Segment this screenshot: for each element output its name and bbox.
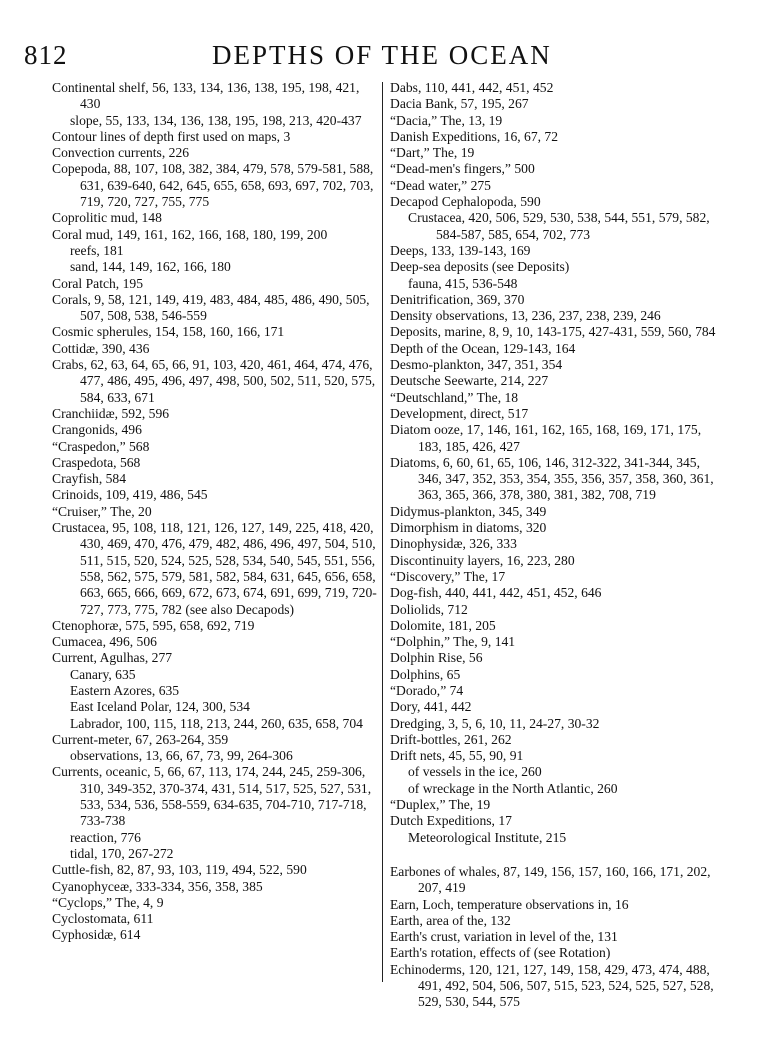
- index-entry: Crabs, 62, 63, 64, 65, 66, 91, 103, 420, 461, 464, 474, 476, 477, 486, 495, 496, 497, 498, 500, 502, 511, 520, 575, 584, 633, 671: [52, 357, 376, 405]
- index-entry: Coral Patch, 195: [52, 275, 143, 291]
- page-header: [0, 40, 776, 76]
- index-entry: Earth, area of the, 132: [390, 912, 511, 928]
- index-entry: Dinophysidæ, 326, 333: [390, 536, 517, 552]
- index-entry: Cyclostomata, 611: [52, 911, 154, 927]
- index-entry: “Dolphin,” The, 9, 141: [390, 634, 516, 650]
- index-entry: Cumacea, 496, 506: [52, 634, 157, 650]
- page-number: 812: [24, 40, 68, 70]
- index-entry: Desmo-plankton, 347, 351, 354: [390, 357, 563, 373]
- index-entry: “Dorado,” 74: [390, 682, 464, 698]
- index-entry: Ctenophoræ, 575, 595, 658, 692, 719: [52, 617, 255, 633]
- index-entry: Diatom ooze, 17, 146, 161, 162, 165, 168, 169, 171, 175, 183, 185, 426, 427: [390, 422, 702, 454]
- index-entry: Dutch Expeditions, 17: [390, 813, 512, 829]
- index-entry: Depth of the Ocean, 129-143, 164: [390, 340, 576, 356]
- index-entry: Craspedota, 568: [52, 454, 141, 470]
- index-entry: Dabs, 110, 441, 442, 451, 452: [390, 80, 554, 95]
- index-entry: Discontinuity layers, 16, 223, 280: [390, 552, 575, 568]
- index-column-left: [52, 80, 378, 944]
- index-entry: Deep-sea deposits (see Deposits): [390, 259, 570, 275]
- index-entry: Dog-fish, 440, 441, 442, 451, 452, 646: [390, 585, 602, 601]
- index-entry: Density observations, 13, 236, 237, 238, 239, 246: [390, 308, 661, 324]
- index-entry: Current-meter, 67, 263-264, 359: [52, 731, 229, 747]
- index-entry: Contour lines of depth first used on maps, 3: [52, 128, 291, 144]
- index-entry: Dimorphism in diatoms, 320: [390, 520, 547, 536]
- index-entry: Currents, oceanic, 5, 66, 67, 113, 174, 244, 245, 259-306, 310, 349-352, 370-374, 431, 514, 517, 525, 527, 531, 533, 534, 536, 558-559, 634-635, 704-710, 717-718, 733-738: [52, 764, 372, 829]
- index-subentry: of vessels in the ice, 260: [408, 764, 542, 780]
- index-entry: “Deutschland,” The, 18: [390, 389, 519, 405]
- index-entry: Denitrification, 369, 370: [390, 291, 525, 307]
- index-entry: Coprolitic mud, 148: [52, 210, 162, 226]
- index-entry: “Duplex,” The, 19: [390, 797, 491, 813]
- index-entry: Dolphin Rise, 56: [390, 650, 483, 666]
- page-title: DEPTHS OF THE OCEAN: [212, 40, 552, 70]
- index-entry: Drift-bottles, 261, 262: [390, 731, 512, 747]
- index-entry: “Cyclops,” The, 4, 9: [52, 894, 164, 910]
- index-subentry: slope, 55, 133, 134, 136, 138, 195, 198, 213, 420-437: [70, 112, 362, 128]
- index-entry: Crustacea, 95, 108, 118, 121, 126, 127, 149, 225, 418, 420, 430, 469, 470, 476, 479, 482, 486, 496, 497, 504, 510, 511, 515, 520, 524, 525, 528, 534, 540, 545, 551, 556, 558, 562, 575, 579, 581, 582, 584, 631, 645, 656, 658, 663, 665, 666, 669, 672, 673, 674, 691, 699, 719, 720-727, 773, 775, 782 (see also Decapods): [52, 520, 377, 617]
- index-entry: Crayfish, 584: [52, 471, 127, 487]
- index-entry: Echinoderms, 120, 121, 127, 149, 158, 429, 473, 474, 488, 491, 492, 504, 506, 507, 515, 523, 524, 525, 527, 528, 529, 530, 544, 575: [390, 961, 714, 1010]
- index-subentry: Canary, 635: [70, 666, 136, 682]
- index-entry: Current, Agulhas, 277: [52, 650, 173, 666]
- index-subentry: sand, 144, 149, 162, 166, 180: [70, 259, 231, 275]
- index-entry: Earth's crust, variation in level of the, 131: [390, 929, 618, 945]
- index-entry: Coral mud, 149, 161, 162, 166, 168, 180, 199, 200: [52, 226, 328, 242]
- index-subentry: reefs, 181: [70, 242, 124, 258]
- index-entry: Decapod Cephalopoda, 590: [390, 194, 541, 210]
- index-entry: Continental shelf, 56, 133, 134, 136, 138, 195, 198, 421, 430: [52, 80, 360, 112]
- index-entry: Convection currents, 226: [52, 145, 190, 161]
- letter-section-gap: [390, 846, 724, 864]
- index-entry: Drift nets, 45, 55, 90, 91: [390, 748, 524, 764]
- index-entry: Deutsche Seewarte, 214, 227: [390, 373, 549, 389]
- index-subentry: of wreckage in the North Atlantic, 260: [408, 780, 618, 796]
- index-entry: Dolphins, 65: [390, 666, 461, 682]
- index-entry: Crinoids, 109, 419, 486, 545: [52, 487, 208, 503]
- index-entry: Dacia Bank, 57, 195, 267: [390, 96, 529, 112]
- column-divider: [382, 82, 383, 982]
- index-entry: Didymus-plankton, 345, 349: [390, 503, 547, 519]
- index-entry: “Cruiser,” The, 20: [52, 503, 152, 519]
- index-entry: Dory, 441, 442: [390, 699, 472, 715]
- index-entry: “Discovery,” The, 17: [390, 568, 506, 584]
- index-subentry: observations, 13, 66, 67, 73, 99, 264-306: [70, 748, 293, 764]
- index-subentry: Eastern Azores, 635: [70, 682, 180, 698]
- index-entry: Deposits, marine, 8, 9, 10, 143-175, 427-431, 559, 560, 784: [390, 324, 716, 340]
- index-entry: “Dart,” The, 19: [390, 145, 475, 161]
- index-entry: Development, direct, 517: [390, 405, 529, 421]
- index-entry: “Dead-men's fingers,” 500: [390, 161, 535, 177]
- index-subentry: Crustacea, 420, 506, 529, 530, 538, 544, 551, 579, 582, 584-587, 585, 654, 702, 773: [408, 210, 710, 242]
- index-entry: Earth's rotation, effects of (see Rotation): [390, 945, 611, 961]
- index-entry: Cranchiidæ, 592, 596: [52, 405, 170, 421]
- index-entry: Dredging, 3, 5, 6, 10, 11, 24-27, 30-32: [390, 715, 600, 731]
- index-subentry: fauna, 415, 536-548: [408, 275, 518, 291]
- index-entry: Cyanophyceæ, 333-334, 356, 358, 385: [52, 878, 263, 894]
- index-entry: Doliolids, 712: [390, 601, 468, 617]
- index-entry: Cyphosidæ, 614: [52, 927, 141, 943]
- index-entry: Earbones of whales, 87, 149, 156, 157, 160, 166, 171, 202, 207, 419: [390, 863, 711, 896]
- index-subentry: tidal, 170, 267-272: [70, 845, 174, 861]
- index-entry: “Dead water,” 275: [390, 177, 491, 193]
- index-entry: Diatoms, 6, 60, 61, 65, 106, 146, 312-322, 341-344, 345, 346, 347, 352, 353, 354, 355, 356, 357, 358, 360, 361, 363, 365, 366, 378, 380, 381, 382, 708, 719: [390, 454, 714, 503]
- index-entry: Dolomite, 181, 205: [390, 617, 496, 633]
- index-entry: Cosmic spherules, 154, 158, 160, 166, 171: [52, 324, 285, 340]
- index-entry: Cottidæ, 390, 436: [52, 340, 150, 356]
- index-entry: Copepoda, 88, 107, 108, 382, 384, 479, 578, 579-581, 588, 631, 639-640, 642, 645, 655, 658, 693, 697, 702, 703, 719, 720, 727, 755, 775: [52, 161, 374, 210]
- index-entry: Danish Expeditions, 16, 67, 72: [390, 128, 559, 144]
- index-subentry: reaction, 776: [70, 829, 141, 845]
- index-entry: Earn, Loch, temperature observations in, 16: [390, 896, 629, 912]
- index-entry: Cuttle-fish, 82, 87, 93, 103, 119, 494, 522, 590: [52, 862, 307, 878]
- index-entry: Corals, 9, 58, 121, 149, 419, 483, 484, 485, 486, 490, 505, 507, 508, 538, 546-559: [52, 291, 370, 324]
- index-subentry: East Iceland Polar, 124, 300, 534: [70, 699, 250, 715]
- index-entry: “Craspedon,” 568: [52, 438, 150, 454]
- index-entry: “Dacia,” The, 13, 19: [390, 112, 503, 128]
- index-subentry: Meteorological Institute, 215: [408, 829, 567, 845]
- index-subentry: Labrador, 100, 115, 118, 213, 244, 260, 635, 658, 704: [70, 715, 363, 731]
- index-column-right: [390, 80, 724, 1011]
- index-entry: Deeps, 133, 139-143, 169: [390, 242, 531, 258]
- index-entry: Crangonids, 496: [52, 422, 142, 438]
